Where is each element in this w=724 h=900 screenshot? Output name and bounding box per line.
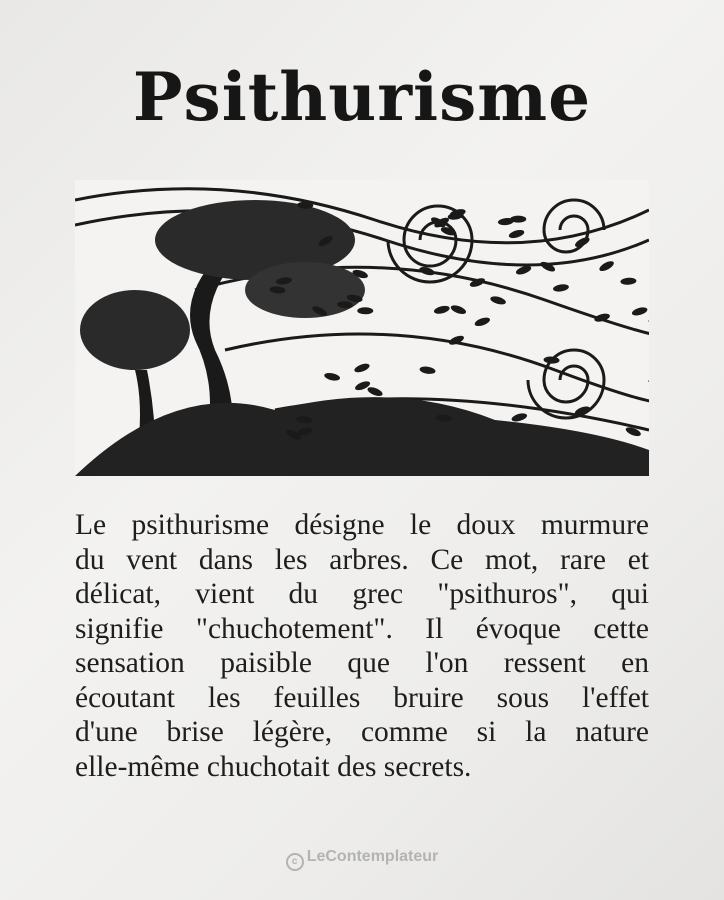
watermark-text: LeContemplateur — [306, 848, 439, 865]
leaf — [543, 356, 559, 364]
leaf — [357, 307, 373, 314]
leaf — [324, 372, 341, 382]
copyright-icon: c — [286, 853, 304, 871]
definition-text — [75, 508, 649, 784]
leaf — [553, 283, 570, 292]
leaf — [598, 259, 615, 273]
leaf — [574, 235, 591, 249]
tree-in-wind-illustration — [75, 180, 649, 476]
leaf — [474, 316, 491, 328]
leaf — [539, 260, 556, 274]
body-line: elle-même chuchotait des secrets. — [75, 750, 472, 783]
leaf — [620, 277, 636, 285]
watermark — [0, 848, 724, 871]
body-line: d'une brise légère, comme si la nature — [75, 716, 649, 748]
body-line: sensation paisible que l'on ressent en — [75, 647, 649, 679]
body-line: signifie "chuchotement". Il évoque cette — [75, 612, 649, 645]
leaf — [511, 412, 528, 423]
body-line: écoutant les feuilles bruire sous l'effet — [75, 681, 649, 714]
leaf — [450, 304, 467, 316]
leaf — [508, 228, 525, 239]
body-line: Le psithurisme désigne le doux murmure — [75, 509, 649, 541]
leaf — [419, 366, 436, 375]
leaf — [366, 385, 383, 397]
leaf — [489, 295, 506, 306]
page-title: Psithurisme — [132, 58, 592, 136]
leaf — [631, 306, 648, 317]
leaf — [433, 304, 450, 315]
body-line: du vent dans les arbres. Ce mot, rare et — [75, 543, 649, 576]
leaf — [353, 362, 370, 374]
body-line: délicat, vient du grec "psithuros", qui — [75, 578, 649, 610]
